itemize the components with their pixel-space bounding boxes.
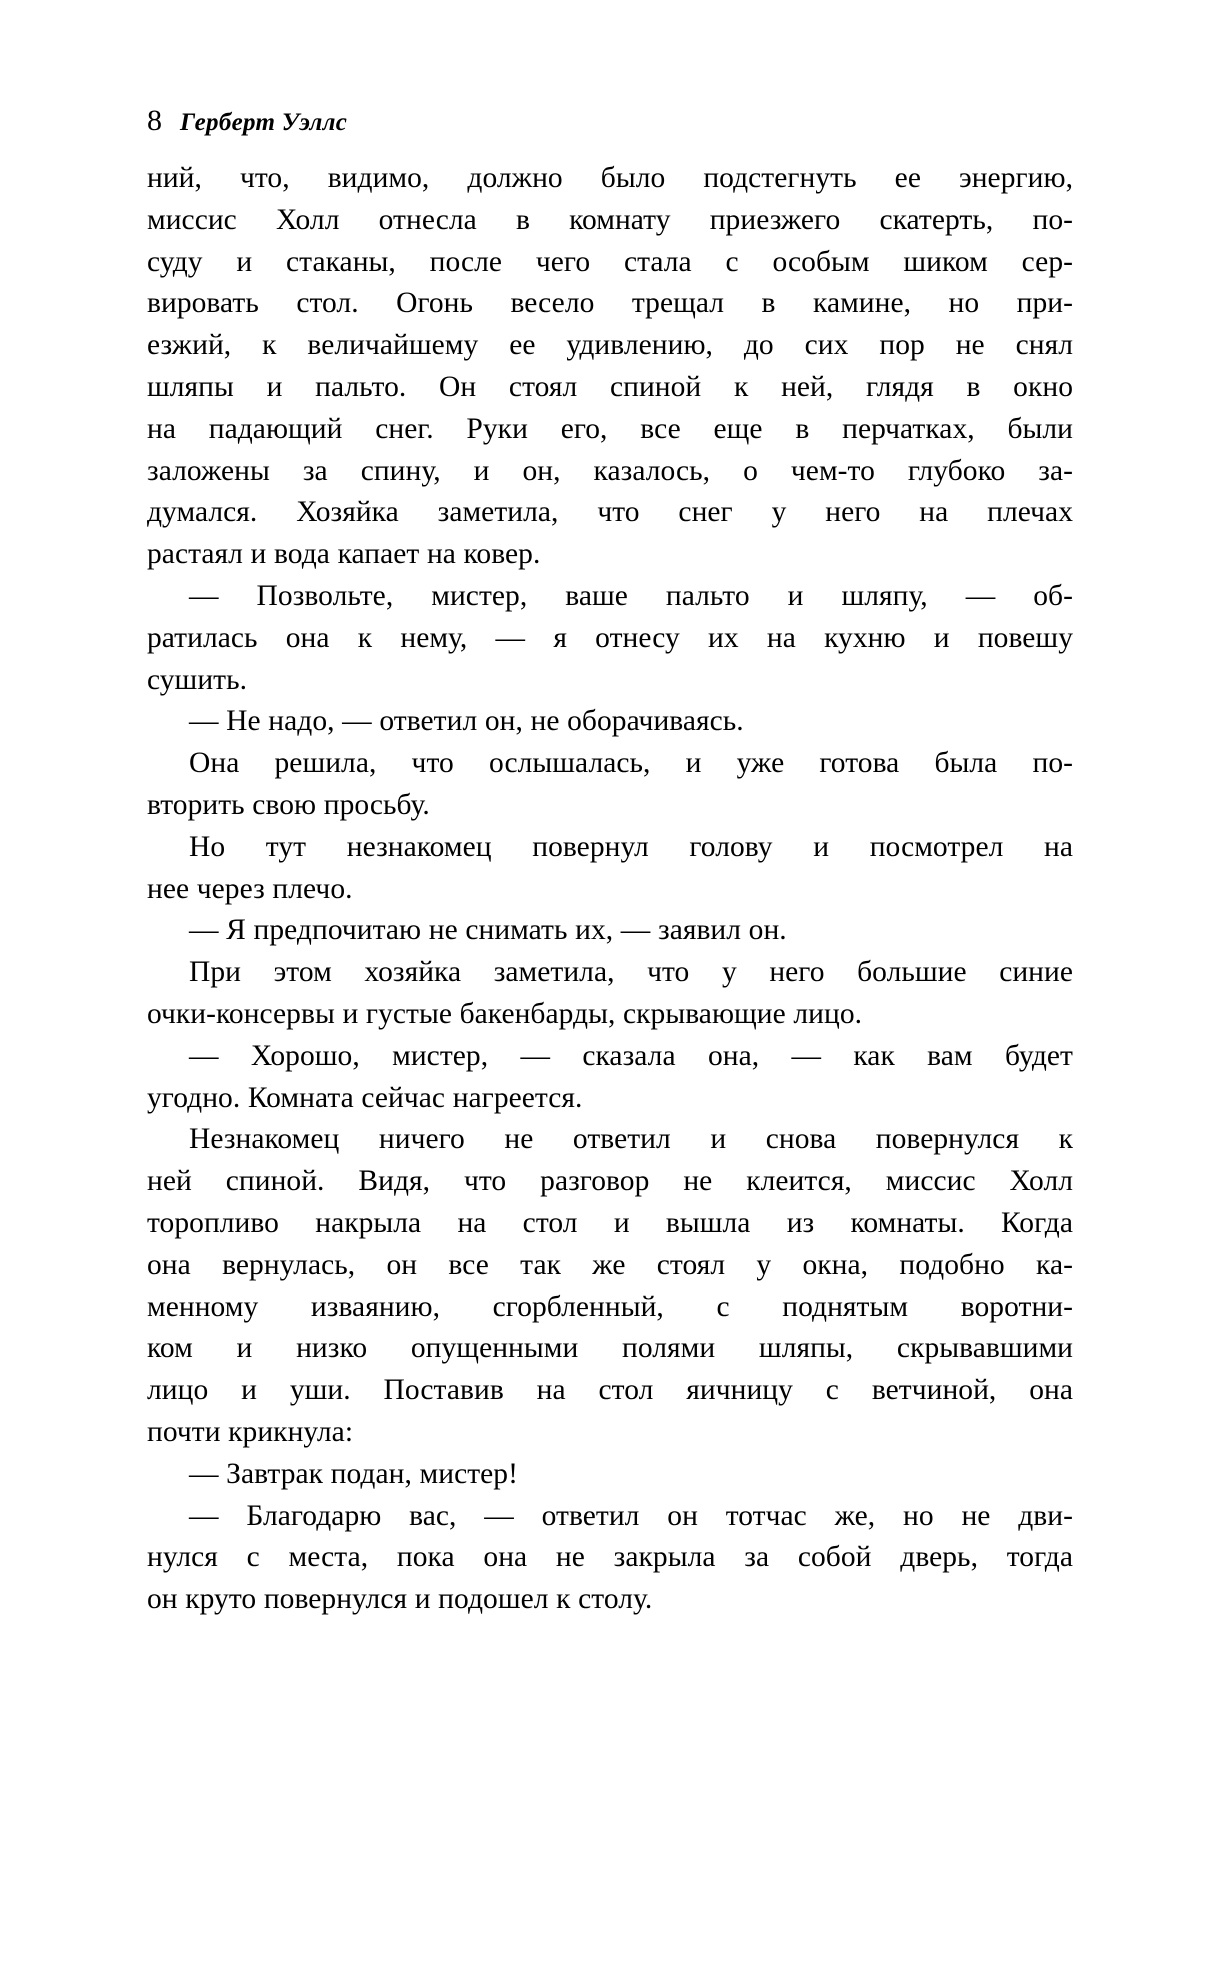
text-line: он круто повернулся и подошел к столу. — [147, 1583, 653, 1616]
running-header — [147, 104, 1072, 144]
text-line: суду и стаканы, после чего стала с особым шиком сер- — [147, 245, 1073, 278]
text-line: нулся с места, пока она не закрыла за собой дверь, тогда — [147, 1541, 1073, 1574]
paragraph — [147, 1496, 1073, 1621]
paragraph — [147, 701, 1073, 743]
text-line: почти крикнула: — [147, 1415, 354, 1448]
text-line: ней спиной. Видя, что разговор не клеится, миссис Холл — [147, 1165, 1073, 1198]
paragraph — [147, 1454, 1073, 1496]
text-line: — Я предпочитаю не снимать их, — заявил он. — [189, 914, 787, 947]
text-line: При этом хозяйка заметила, что у него большие синие — [189, 956, 1073, 989]
page-number: 8 — [147, 104, 162, 137]
text-line: ком и низко опущенными полями шляпы, скрывавшими — [147, 1332, 1073, 1365]
body-text-block — [147, 158, 1073, 1621]
text-line: заложены за спину, и он, казалось, о чем-то глубоко за- — [147, 454, 1073, 487]
text-line: — Хорошо, мистер, — сказала она, — как вам будет — [189, 1039, 1073, 1072]
text-line: миссис Холл отнесла в комнату приезжего скатерть, по- — [147, 203, 1073, 236]
text-line: Она решила, что ослышалась, и уже готова была по- — [189, 747, 1073, 780]
text-line: — Не надо, — ответил он, не оборачиваясь. — [189, 705, 744, 738]
text-line: ний, что, видимо, должно было подстегнуть ее энергию, — [147, 162, 1073, 194]
text-line: торопливо накрыла на стол и вышла из комнаты. Когда — [147, 1206, 1073, 1239]
text-line: вторить свою просьбу. — [147, 788, 430, 821]
text-line: шляпы и пальто. Он стоял спиной к ней, глядя в окно — [147, 370, 1073, 403]
text-line: менному изваянию, сгорбленный, с поднятым воротни- — [147, 1290, 1073, 1323]
paragraph — [147, 1036, 1073, 1120]
text-line: — Завтрак подан, мистер! — [189, 1457, 518, 1490]
text-line: — Позвольте, мистер, ваше пальто и шляпу, — об- — [189, 579, 1073, 612]
paragraph — [147, 827, 1073, 911]
text-line: ратилась она к нему, — я отнесу их на кухню и повешу — [147, 621, 1073, 654]
paragraph — [147, 952, 1073, 1036]
text-line: сушить. — [147, 663, 248, 696]
running-header-author: Герберт Уэллс — [180, 109, 348, 136]
text-line: нее через плечо. — [147, 872, 353, 905]
text-line: на падающий снег. Руки его, все еще в перчатках, были — [147, 412, 1073, 445]
text-line: езжий, к величайшему ее удивлению, до сих пор не снял — [147, 329, 1073, 362]
text-line: угодно. Комната сейчас нагреется. — [147, 1081, 583, 1114]
text-line: думался. Хозяйка заметила, что снег у него на плечах — [147, 496, 1073, 529]
text-line: вировать стол. Огонь весело трещал в камине, но при- — [147, 287, 1073, 320]
text-line: лицо и уши. Поставив на стол яичницу с ветчиной, она — [147, 1374, 1073, 1407]
paragraph — [147, 743, 1073, 827]
paragraph — [147, 576, 1073, 701]
paragraph — [147, 910, 1073, 952]
text-line: — Благодарю вас, — ответил он тотчас же, но не дви- — [189, 1499, 1073, 1532]
text-line: Но тут незнакомец повернул голову и посмотрел на — [189, 830, 1073, 863]
paragraph — [147, 1119, 1073, 1453]
paragraph — [147, 158, 1073, 576]
text-line: Незнакомец ничего не ответил и снова повернулся к — [189, 1123, 1073, 1156]
text-line: она вернулась, он все так же стоял у окна, подобно ка- — [147, 1248, 1073, 1281]
text-line: растаял и вода капает на ковер. — [147, 538, 541, 571]
text-line: очки-консервы и густые бакенбарды, скрывающие лицо. — [147, 997, 863, 1030]
